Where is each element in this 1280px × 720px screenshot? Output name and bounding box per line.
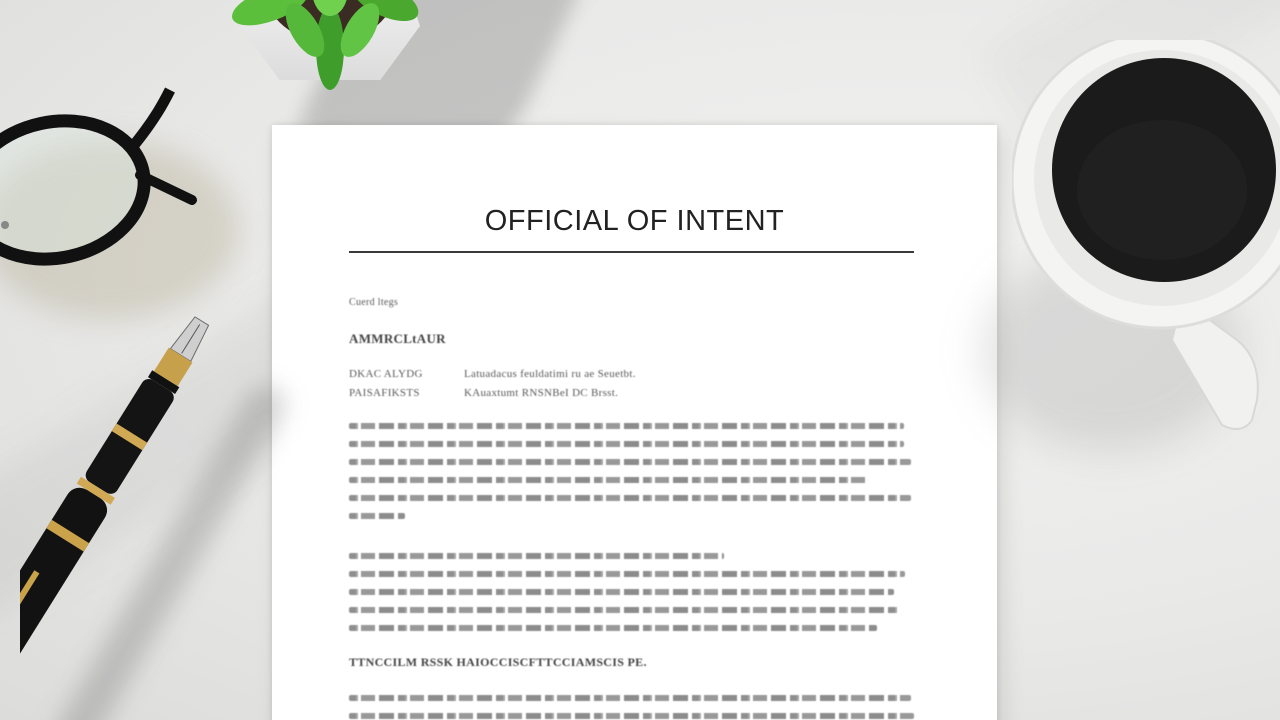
paragraph-line <box>349 513 405 519</box>
paragraph-line <box>349 477 867 483</box>
coffee-cup-icon <box>1012 40 1280 440</box>
date-line: Cuerd ltegs <box>349 297 399 308</box>
section-heading: TTNCCILM RSSK HAIOCCISCFTTCCIAMSCIS PE. <box>349 655 647 669</box>
paragraph-line <box>349 695 911 701</box>
field-value: Latuadacus feuldatimi ru ae Seuetbt. <box>464 368 636 380</box>
succulent-leaves-icon <box>210 0 450 110</box>
succulent-plant <box>210 0 450 110</box>
paragraph-line <box>349 553 724 559</box>
letter-document <box>272 125 997 720</box>
paragraph-line <box>349 423 904 429</box>
recipient-heading: AMMRCLtAUR <box>349 331 446 346</box>
field-label: DKAC ALYDG <box>349 368 423 380</box>
paragraph-line <box>349 713 914 719</box>
field-value: KAuaxtumt RNSNBeI DC Brsst. <box>464 387 619 399</box>
reading-glasses-icon <box>0 80 230 290</box>
paragraph-line <box>349 441 904 447</box>
paragraph-line <box>349 459 911 465</box>
paragraph-line <box>349 625 877 631</box>
paragraph-line <box>349 589 894 595</box>
document-title: OFFICIAL OF INTENT <box>484 205 785 237</box>
paragraph-line <box>349 495 911 501</box>
field-label: PAISAFIKSTS <box>349 387 420 399</box>
fountain-pen-icon <box>20 312 320 720</box>
paragraph-line <box>349 571 905 577</box>
paragraph-line <box>349 607 899 613</box>
title-divider <box>349 251 914 253</box>
